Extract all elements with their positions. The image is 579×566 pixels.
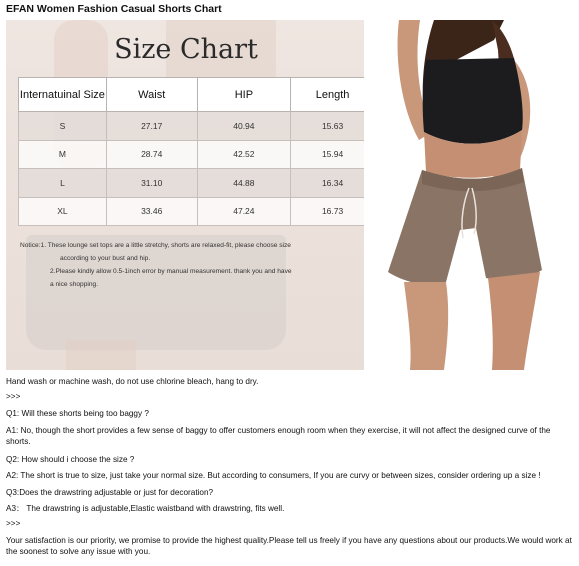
table-row xyxy=(19,140,375,169)
background-leg xyxy=(66,340,136,370)
faq-question-3: Q3:Does the drawstring adjustable or just for decoration? xyxy=(6,488,214,497)
cell-waist: 28.74 xyxy=(106,140,197,169)
size-chart-notice xyxy=(20,239,365,291)
notice-line: a nice shopping. xyxy=(50,281,99,288)
model-photo xyxy=(364,20,574,370)
cell-length: 15.94 xyxy=(291,140,375,169)
faq-question-2: Q2: How should i choose the size ? xyxy=(6,455,135,464)
separator: >>> xyxy=(6,519,21,528)
cell-size: M xyxy=(19,140,107,169)
notice-line: Notice:1. These lounge set tops are a little stretchy, shorts are relaxed-fit, please choose size xyxy=(20,242,291,249)
header-size-label: Internatuinal Size xyxy=(19,88,105,101)
care-instructions: Hand wash or machine wash, do not use chlorine bleach, hang to dry. xyxy=(6,377,259,386)
header-length: Length xyxy=(291,78,375,112)
table-row xyxy=(19,197,375,226)
cell-size: XL xyxy=(19,197,107,226)
faq-question-1: Q1: Will these shorts being too baggy ? xyxy=(6,409,149,418)
cell-hip: 47.24 xyxy=(197,197,291,226)
notice-line: according to your bust and hip. xyxy=(60,255,151,262)
faq-answer-1: A1: No, though the short provides a few sense of baggy to offer customers enough room when they exercise, it will not affect the designed curve of the shorts. xyxy=(6,426,551,446)
faq-answer-2: A2: The short is true to size, just take your normal size. But according to consumers, If you are curvy or between sizes, consider ordering up a size ! xyxy=(6,471,541,480)
size-chart-heading: Size Chart xyxy=(114,34,258,65)
leg-right xyxy=(488,272,540,370)
cell-waist: 27.17 xyxy=(106,112,197,141)
notice-line: 2.Please kindly allow 0.5-1inch error by manual measurement. thank you and have xyxy=(50,268,292,275)
cell-size: L xyxy=(19,169,107,198)
cell-hip: 40.94 xyxy=(197,112,291,141)
faq-answer-3: A3： The drawstring is adjustable,Elastic waistband with drawstring, fits well. xyxy=(6,504,285,513)
cell-hip: 42.52 xyxy=(197,140,291,169)
header-size xyxy=(19,78,107,112)
cell-size: S xyxy=(19,112,107,141)
table-row xyxy=(19,112,375,141)
cell-length: 16.73 xyxy=(291,197,375,226)
header-waist: Waist xyxy=(106,78,197,112)
product-image xyxy=(6,20,574,370)
cell-length: 16.34 xyxy=(291,169,375,198)
page-title: EFAN Women Fashion Casual Shorts Chart xyxy=(6,3,222,15)
header-hip: HIP xyxy=(197,78,291,112)
size-table xyxy=(18,77,375,226)
model-illustration xyxy=(364,20,574,370)
separator: >>> xyxy=(6,392,21,401)
cell-waist: 33.46 xyxy=(106,197,197,226)
black-crop-top xyxy=(423,58,523,144)
table-row xyxy=(19,169,375,198)
closing-statement: Your satisfaction is our priority, we promise to provide the highest quality.Please tell us freely if you have any questions about our products.We would work at the soonest to solve any issue with you. xyxy=(6,536,572,556)
cell-hip: 44.88 xyxy=(197,169,291,198)
leg-left xyxy=(404,282,448,370)
cell-waist: 31.10 xyxy=(106,169,197,198)
size-table-header xyxy=(19,78,375,112)
cell-length: 15.63 xyxy=(291,112,375,141)
